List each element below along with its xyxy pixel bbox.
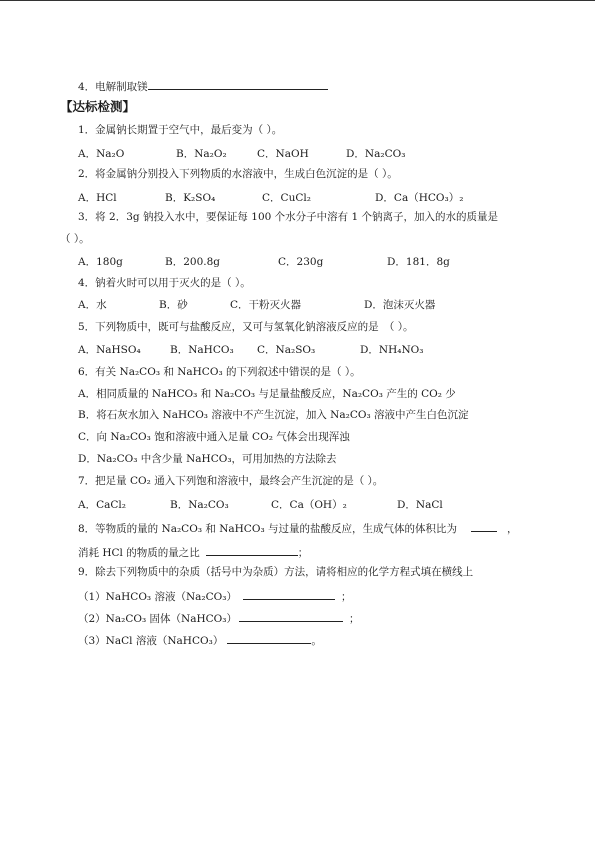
q8-blank-1 bbox=[471, 520, 497, 532]
q1-option-d: D．Na₂CO₃ bbox=[346, 148, 406, 160]
q9-item-3-text: （3）NaCl 溶液（NaHCO₃） bbox=[78, 635, 224, 647]
q8-line2-text: 消耗 HCl 的物质的量之比 bbox=[78, 547, 200, 559]
q2-option-c: C．CuCl₂ bbox=[262, 192, 311, 204]
q2-option-a: A．HCl bbox=[78, 192, 117, 204]
q7-stem: 7．把足量 CO₂ 通入下列饱和溶液中，最终会产生沉淀的是（ ）。 bbox=[78, 475, 384, 487]
q8-line2-end: ； bbox=[297, 547, 309, 559]
q3-stem-line1: 3．将 2．3g 钠投入水中，要保证每 100 个水分子中溶有 1 个钠离子，加入的水的质量是 bbox=[78, 211, 499, 223]
q1-option-a: A．Na₂O bbox=[78, 148, 125, 160]
q1-stem: 1．金属钠长期置于空气中，最后变为（ ）。 bbox=[78, 124, 283, 136]
q5-option-c: C．Na₂SO₃ bbox=[257, 344, 316, 356]
q1-option-c: C．NaOH bbox=[257, 148, 309, 160]
section-title: 【达标检测】 bbox=[60, 99, 136, 114]
q9-stem: 9．除去下列物质中的杂质（括号中为杂质）方法，请将相应的化学方程式填在横线上 bbox=[78, 566, 474, 578]
q9-item-2-text: （2）Na₂CO₃ 固体（NaHCO₃） bbox=[78, 613, 237, 625]
q9-item-3-end: 。 bbox=[311, 635, 322, 647]
answer-blank bbox=[148, 78, 328, 90]
q6-option-a: A．相同质量的 NaHCO₃ 和 Na₂CO₃ 与足量盐酸反应，Na₂CO₃ 产生的 CO₂ 少 bbox=[78, 388, 456, 400]
q6-option-d: D．Na₂CO₃ 中含少量 NaHCO₃，可用加热的方法除去 bbox=[78, 453, 337, 465]
item-4-electrolysis bbox=[78, 78, 328, 94]
q6-option-b: B．将石灰水加入 NaHCO₃ 溶液中不产生沉淀，加入 Na₂CO₃ 溶液中产生白色沉淀 bbox=[78, 409, 469, 421]
q5-stem: 5．下列物质中，既可与盐酸反应，又可与氢氧化钠溶液反应的是 （ ）。 bbox=[78, 321, 414, 333]
q8-line2 bbox=[78, 544, 308, 560]
q9-item-2 bbox=[78, 610, 359, 626]
q9-blank-1 bbox=[243, 588, 335, 600]
q8-blank-2 bbox=[206, 544, 298, 556]
q6-option-c: C．向 Na₂CO₃ 饱和溶液中通入足量 CO₂ 气体会出现浑浊 bbox=[78, 431, 350, 443]
q8-line1-text: 8．等物质的量的 Na₂CO₃ 和 NaHCO₃ 与过量的盐酸反应，生成气体的体积比为 bbox=[78, 523, 457, 535]
q1-option-b: B．Na₂O₂ bbox=[176, 148, 227, 160]
q3-option-a: A．180g bbox=[78, 256, 123, 268]
q7-option-d: D．NaCl bbox=[397, 499, 443, 511]
q9-item-1-end: ； bbox=[340, 591, 352, 603]
q4-option-d: D．泡沫灭火器 bbox=[364, 299, 436, 311]
q7-option-c: C．Ca（OH）₂ bbox=[271, 499, 347, 511]
q9-blank-2 bbox=[239, 610, 343, 622]
q5-option-a: A．NaHSO₄ bbox=[78, 344, 141, 356]
q3-option-b: B．200.8g bbox=[165, 256, 220, 268]
q8-line1-end: ， bbox=[507, 523, 518, 535]
q5-option-b: B．NaHCO₃ bbox=[170, 344, 234, 356]
page-top-border bbox=[0, 0, 595, 1]
q9-item-2-end: ； bbox=[348, 613, 360, 625]
q3-option-d: D．181．8g bbox=[387, 256, 450, 268]
q7-option-a: A．CaCl₂ bbox=[78, 499, 126, 511]
q8-line1 bbox=[78, 520, 518, 536]
item-4-text: 4．电解制取镁 bbox=[78, 81, 148, 93]
q4-stem: 4．钠着火时可以用于灭火的是（ ）。 bbox=[78, 277, 251, 289]
q9-item-1 bbox=[78, 588, 351, 604]
q3-option-c: C．230g bbox=[278, 256, 324, 268]
q2-option-d: D．Ca（HCO₃）₂ bbox=[375, 192, 464, 204]
q7-option-b: B．Na₂CO₃ bbox=[170, 499, 229, 511]
q9-item-3 bbox=[78, 632, 322, 648]
q9-item-1-text: （1）NaHCO₃ 溶液（Na₂CO₃） bbox=[78, 591, 237, 603]
q2-stem: 2．将金属钠分别投入下列物质的水溶液中，生成白色沉淀的是（ ）。 bbox=[78, 168, 398, 180]
q5-option-d: D．NH₄NO₃ bbox=[360, 344, 424, 356]
q4-option-b: B．砂 bbox=[159, 299, 188, 311]
q4-option-a: A．水 bbox=[78, 299, 107, 311]
q3-stem-line2: （ ）。 bbox=[60, 233, 90, 245]
q2-option-b: B．K₂SO₄ bbox=[165, 192, 216, 204]
q9-blank-3 bbox=[227, 632, 311, 644]
q4-option-c: C．干粉灭火器 bbox=[230, 299, 302, 311]
q6-stem: 6．有关 Na₂CO₃ 和 NaHCO₃ 的下列叙述中错误的是（ ）。 bbox=[78, 366, 361, 378]
